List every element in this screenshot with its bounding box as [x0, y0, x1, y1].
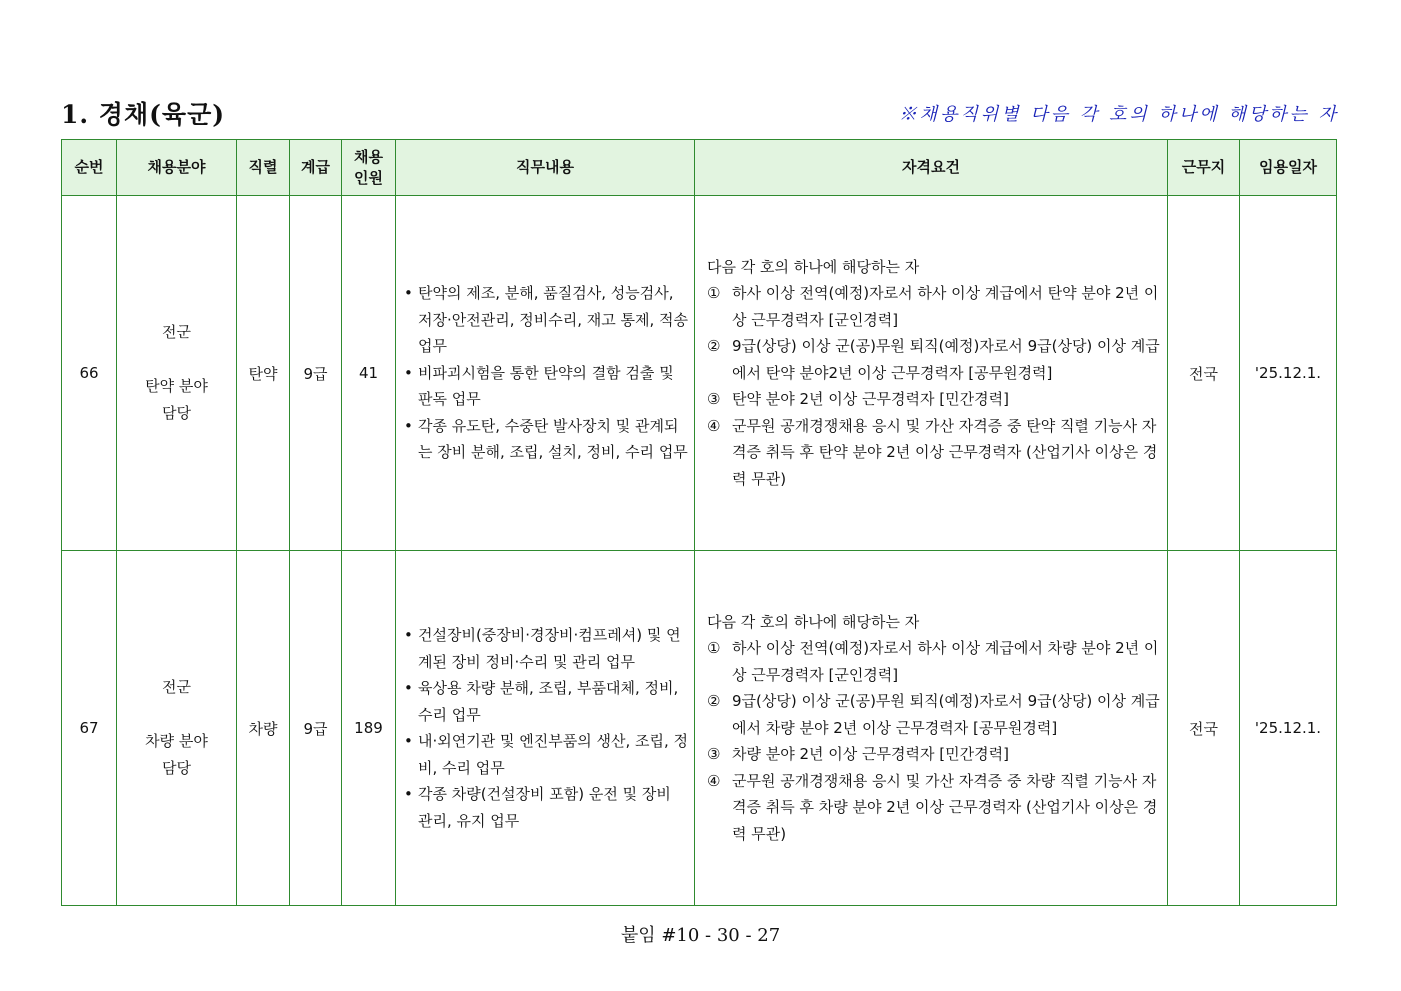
qualification-number: ③ — [707, 745, 721, 764]
header-qualification: 자격요건 — [695, 140, 1168, 196]
row-hires: 41 — [342, 196, 396, 551]
row-location: 전국 — [1168, 196, 1240, 551]
qualification-item — [707, 413, 1165, 493]
row-duty — [396, 551, 695, 906]
row-qualification — [695, 551, 1168, 906]
header-series: 직렬 — [237, 140, 290, 196]
row-series: 탄약 — [237, 196, 290, 551]
row-duty — [396, 196, 695, 551]
header-no: 순번 — [62, 140, 117, 196]
duty-item: • 비파괴시험을 통한 탄약의 결함 검출 및 판독 업무 — [402, 360, 690, 413]
header-duty: 직무내용 — [396, 140, 695, 196]
qualification-number: ① — [707, 639, 721, 658]
qualification-text: 차량 분야 2년 이상 근무경력자 [민간경력] — [732, 745, 1009, 764]
field-line: 전군 — [162, 323, 191, 341]
qualification-item — [707, 635, 1165, 688]
table-row — [62, 551, 1337, 906]
table-header-row — [62, 140, 1337, 196]
qualification-text: 탄약 분야 2년 이상 근무경력자 [민간경력] — [732, 390, 1009, 409]
duty-item: • 각종 유도탄, 수중탄 발사장치 및 관계되는 장비 분해, 조립, 설치, 정비, 수리 업무 — [402, 413, 690, 466]
duty-item: • 탄약의 제조, 분해, 품질검사, 성능검사, 저장·안전관리, 정비수리, 재고 통제, 적송 업무 — [402, 280, 690, 360]
qualification-intro: 다음 각 호의 하나에 해당하는 자 — [707, 257, 920, 276]
field-line: 차량 분야 — [145, 732, 208, 750]
row-field — [117, 551, 237, 906]
field-line: 전군 — [162, 678, 191, 696]
field-line: 담당 — [162, 759, 191, 777]
qualification-text: 9급(상당) 이상 군(공)무원 퇴직(예정)자로서 9급(상당) 이상 계급에서 차량 분야 2년 이상 근무경력자 [공무원경력] — [732, 692, 1160, 737]
row-grade: 9급 — [290, 196, 342, 551]
row-series: 차량 — [237, 551, 290, 906]
field-line: 담당 — [162, 404, 191, 422]
duty-item: • 각종 차량(건설장비 포함) 운전 및 장비 관리, 유지 업무 — [402, 781, 690, 834]
section-title: 1. 경채(육군) — [61, 100, 226, 129]
qualification-text: 9급(상당) 이상 군(공)무원 퇴직(예정)자로서 9급(상당) 이상 계급에서 탄약 분야2년 이상 근무경력자 [공무원경력] — [732, 337, 1160, 382]
duty-item: • 건설장비(중장비·경장비·컴프레셔) 및 연계된 장비 정비·수리 및 관리 업무 — [402, 622, 690, 675]
qualification-intro: 다음 각 호의 하나에 해당하는 자 — [707, 612, 920, 631]
qualification-number: ④ — [707, 416, 721, 435]
header-location: 근무지 — [1168, 140, 1240, 196]
eligibility-note: ※채용직위별 다음 각 호의 하나에 해당하는 자 — [898, 104, 1339, 125]
table-row — [62, 196, 1337, 551]
row-hires: 189 — [342, 551, 396, 906]
row-qualification — [695, 196, 1168, 551]
header-date: 임용일자 — [1240, 140, 1337, 196]
row-no: 67 — [62, 551, 117, 906]
qualification-number: ① — [707, 284, 721, 303]
page-footer: 붙임 #10 - 30 - 27 — [620, 925, 781, 946]
row-field — [117, 196, 237, 551]
qualification-item — [707, 280, 1165, 333]
row-grade: 9급 — [290, 551, 342, 906]
qualification-text: 군무원 공개경쟁채용 응시 및 가산 자격증 중 탄약 직렬 기능사 자격증 취득 후 탄약 분야 2년 이상 근무경력자 (산업기사 이상은 경력 무관) — [732, 416, 1158, 488]
qualification-item — [707, 688, 1165, 741]
qualification-number: ④ — [707, 771, 721, 790]
qualification-text: 하사 이상 전역(예정)자로서 하사 이상 계급에서 차량 분야 2년 이상 근무경력자 [군인경력] — [732, 639, 1159, 684]
qualification-text: 군무원 공개경쟁채용 응시 및 가산 자격증 중 차량 직렬 기능사 자격증 취득 후 차량 분야 2년 이상 근무경력자 (산업기사 이상은 경력 무관) — [732, 771, 1158, 843]
header-hires — [342, 140, 396, 196]
row-no: 66 — [62, 196, 117, 551]
header-hires-line2: 인원 — [354, 168, 383, 187]
qualification-text: 하사 이상 전역(예정)자로서 하사 이상 계급에서 탄약 분야 2년 이상 근무경력자 [군인경력] — [732, 284, 1159, 329]
qualification-number: ② — [707, 337, 721, 356]
qualification-number: ② — [707, 692, 721, 711]
header-field: 채용분야 — [117, 140, 237, 196]
row-date: '25.12.1. — [1240, 196, 1337, 551]
duty-item: • 내·외연기관 및 엔진부품의 생산, 조립, 정비, 수리 업무 — [402, 728, 690, 781]
row-location: 전국 — [1168, 551, 1240, 906]
header-hires-line1: 채용 — [354, 147, 383, 166]
qualification-item — [707, 741, 1165, 768]
qualification-item — [707, 768, 1165, 848]
header-grade: 계급 — [290, 140, 342, 196]
qualification-item — [707, 333, 1165, 386]
field-line: 탄약 분야 — [145, 377, 208, 395]
qualification-number: ③ — [707, 390, 721, 409]
duty-item: • 육상용 차량 분해, 조립, 부품대체, 정비, 수리 업무 — [402, 675, 690, 728]
qualification-item — [707, 386, 1165, 413]
row-date: '25.12.1. — [1240, 551, 1337, 906]
recruitment-table — [61, 139, 1337, 906]
